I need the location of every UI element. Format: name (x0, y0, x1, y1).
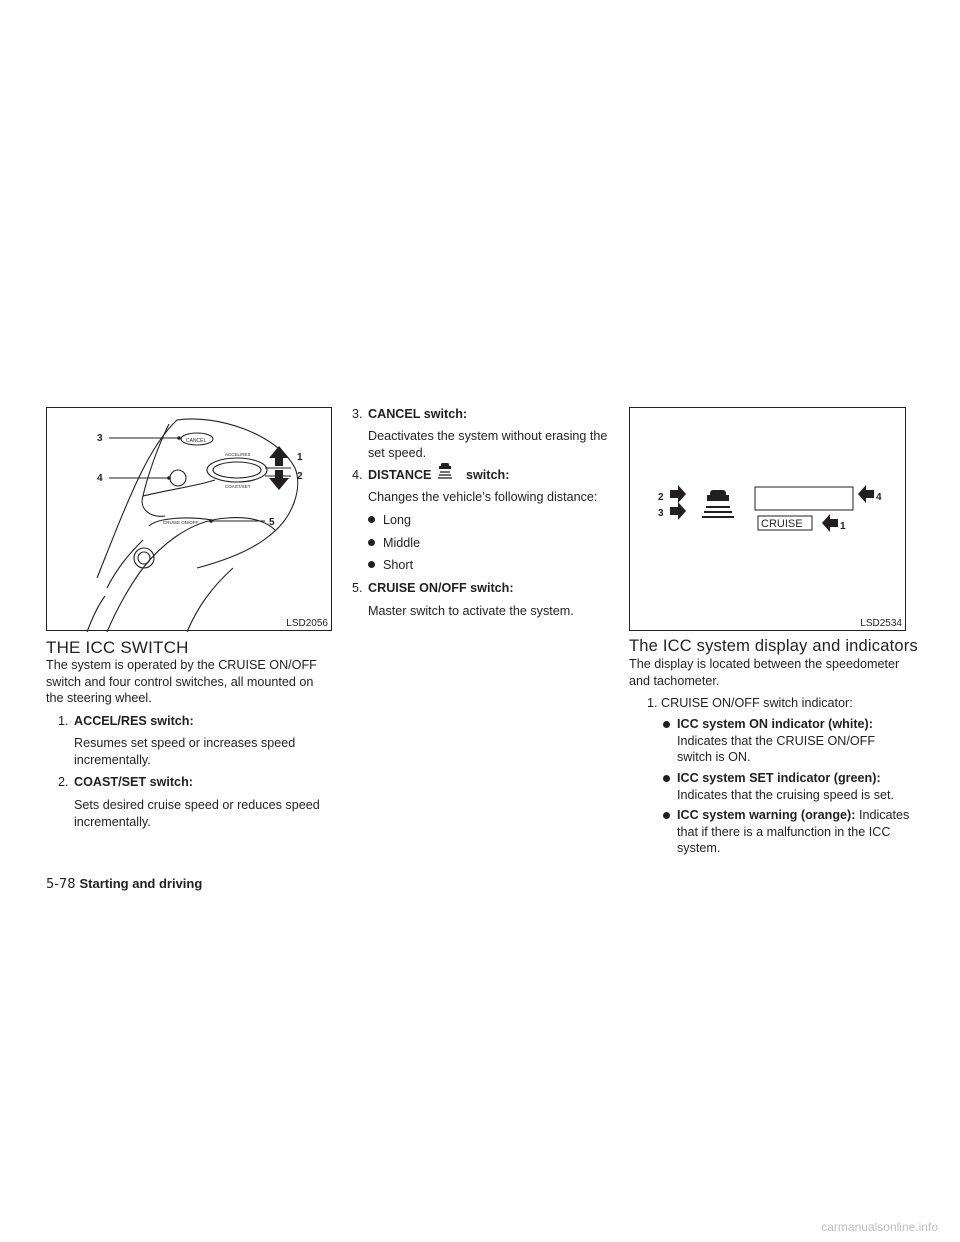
callout-4: 4 (97, 473, 103, 484)
label-cancel: CANCEL (186, 438, 207, 444)
cruise-label: CRUISE (761, 518, 803, 530)
label-cruise-on-off: CRUISE ON/OFF (163, 520, 199, 525)
callout-5: 5 (269, 517, 275, 528)
item-title-cruise-on-off: CRUISE ON/OFF switch: (368, 581, 514, 595)
callout-2: 2 (297, 471, 303, 482)
figure-code: LSD2056 (286, 618, 328, 629)
indicator-bullet (663, 716, 913, 766)
bullet-dot (368, 561, 375, 568)
indicator-bullet (663, 807, 913, 857)
item-title-distance-suffix: switch: (466, 468, 510, 482)
icc-display-illustration (630, 408, 907, 632)
figure-code: LSD2534 (860, 618, 902, 629)
section-intro: The display is located between the speedometer and tachometer. (629, 657, 900, 688)
distance-option (368, 536, 420, 550)
label-accel-res: ACCEL/RES (225, 452, 251, 457)
bullet-dot (663, 721, 670, 728)
item-title-coast-set: COAST/SET switch: (74, 775, 193, 789)
distance-icon (438, 462, 452, 480)
item-text: Deactivates the system without erasing the set speed. (368, 429, 608, 460)
bullet-dot (663, 775, 670, 782)
watermark: carmanualsonline.info (821, 1220, 938, 1234)
distance-option-label: Short (383, 558, 414, 572)
bullet-dot (368, 516, 375, 523)
item-number: 3. (352, 407, 363, 421)
steering-switch-illustration (47, 408, 333, 632)
indicator-title-warning: ICC system warning (orange): (677, 808, 856, 822)
item-text: Changes the vehicle’s following distance: (368, 490, 598, 504)
item-number: 4. (352, 468, 363, 482)
item-title-accel-res: ACCEL/RES switch: (74, 714, 194, 728)
indicator-text: Indicates that if there is a malfunction in the ICC system. (677, 808, 910, 855)
display-callout-2: 2 (658, 492, 664, 503)
item-title-cancel: CANCEL switch: (368, 407, 468, 421)
indicator-text: Indicates that the cruising speed is set. (677, 787, 895, 802)
item-number: 2. (58, 775, 69, 789)
steering-switch-figure (46, 407, 332, 631)
item-title-distance: DISTANCE (368, 468, 432, 482)
section-name: Starting and driving (79, 876, 203, 891)
display-callout-1: 1 (840, 521, 846, 532)
indicator-title-set: ICC system SET indicator (green): (677, 771, 881, 785)
distance-option-label: Long (383, 513, 412, 527)
display-callout-4: 4 (876, 492, 882, 503)
icc-display-figure (629, 407, 906, 631)
item-text: Master switch to activate the system. (368, 604, 574, 618)
page-number: 5-78 (46, 877, 76, 892)
label-coast-set: COAST/SET (225, 484, 251, 489)
distance-option-label: Middle (383, 536, 421, 550)
distance-option (368, 513, 411, 527)
display-callout-3: 3 (658, 508, 664, 519)
indicator-title-on: ICC system ON indicator (white): (677, 717, 873, 731)
indicator-text: Indicates that the CRUISE ON/OFF switch is ON. (677, 733, 876, 764)
item-number: 1. (58, 714, 69, 728)
indicator-list-item: 1. CRUISE ON/OFF switch indicator: (647, 696, 853, 710)
item-number: 5. (352, 581, 363, 595)
callout-1: 1 (297, 452, 303, 463)
bullet-dot (663, 812, 670, 819)
callout-3: 3 (97, 433, 103, 444)
section-heading-icc-display: The ICC system display and indicators (629, 637, 918, 655)
bullet-dot (368, 539, 375, 546)
section-heading-icc-switch: THE ICC SWITCH (46, 638, 189, 657)
page-footer (46, 876, 202, 892)
item-text: Sets desired cruise speed or reduces speed incrementally. (74, 798, 320, 829)
section-intro: The system is operated by the CRUISE ON/OFF switch and four control switches, all mounted on the steering wheel. (46, 658, 317, 705)
distance-option (368, 558, 413, 572)
indicator-bullet (663, 770, 913, 803)
item-text: Resumes set speed or increases speed incrementally. (74, 736, 296, 767)
